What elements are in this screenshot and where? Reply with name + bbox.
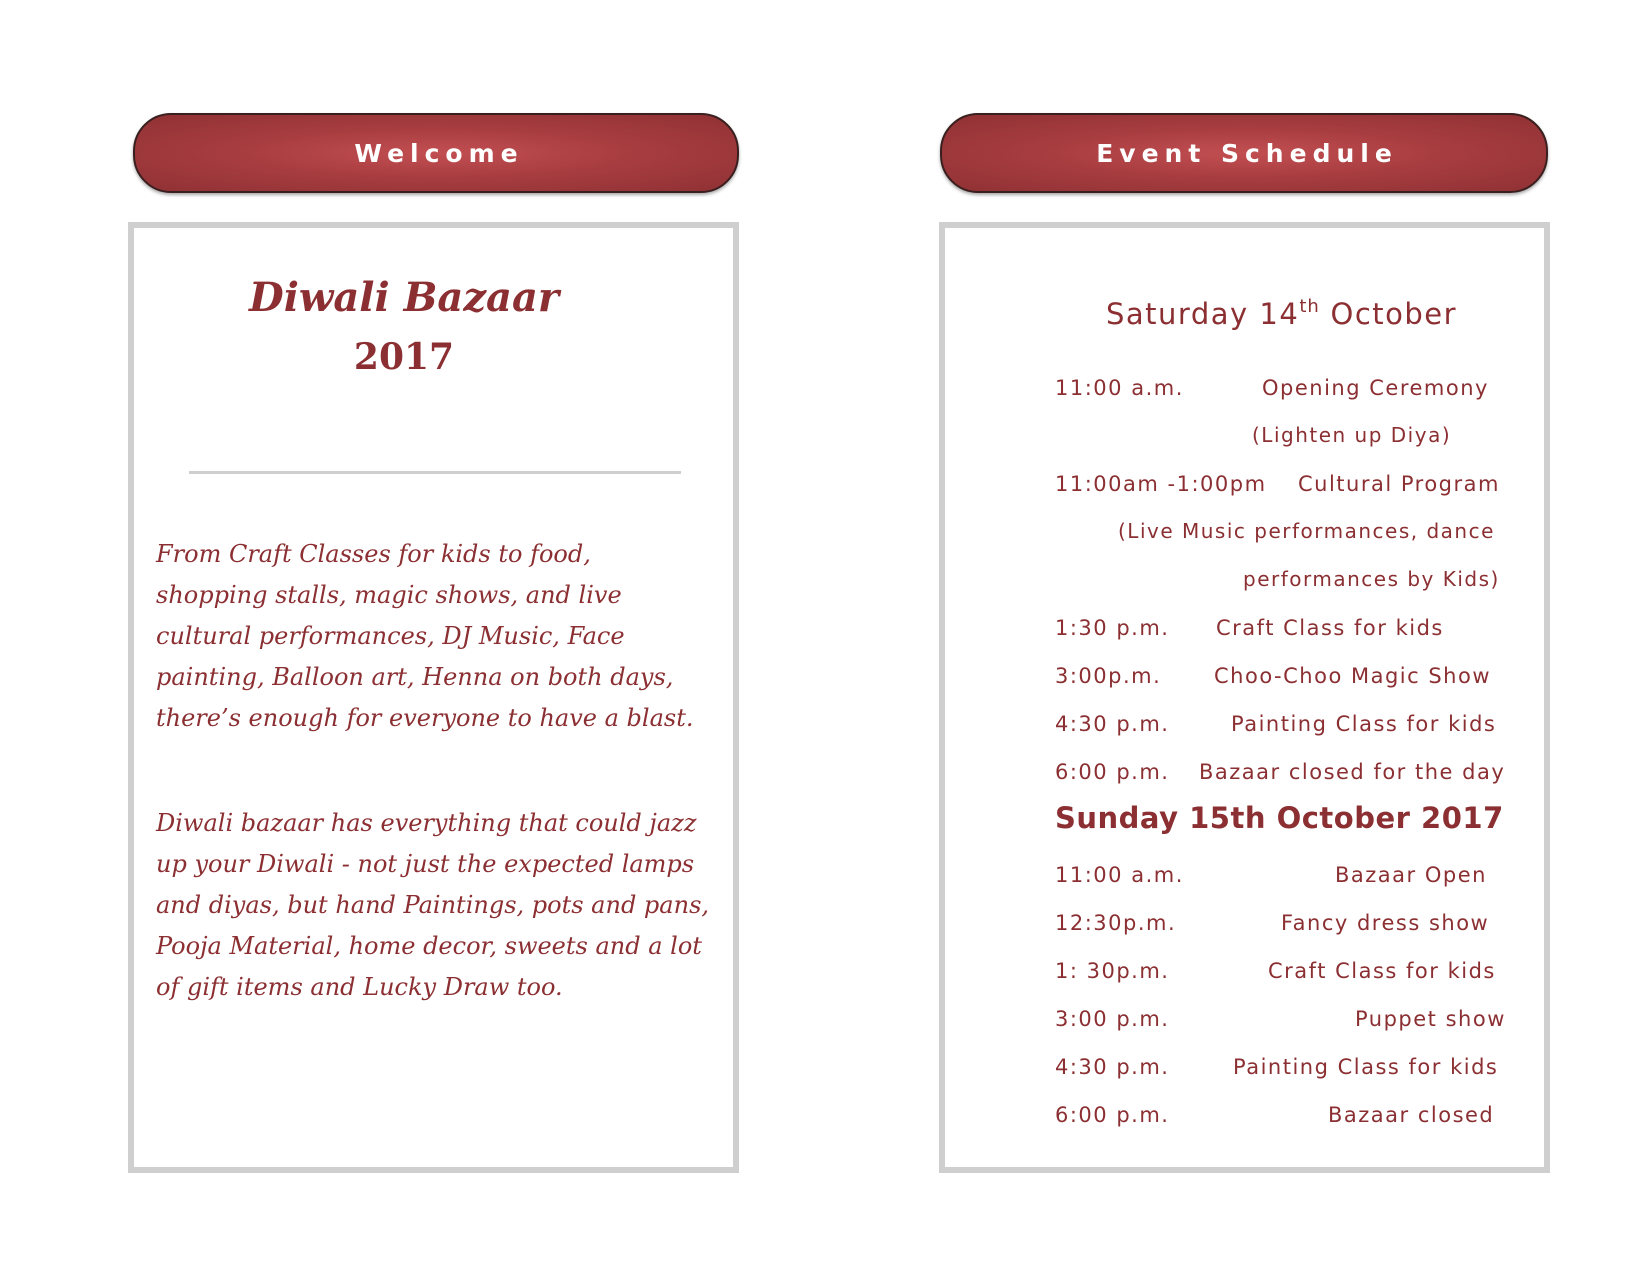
divider [189,471,681,474]
saturday-heading: Saturday 14th October [1106,296,1458,331]
schedule-event: Puppet show [1355,1007,1506,1031]
schedule-time: 12:30p.m. [1055,911,1177,935]
schedule-note: (Lighten up Diya) [1252,423,1452,447]
bazaar-year: 2017 [353,336,455,378]
schedule-event: Fancy dress show [1281,911,1490,935]
welcome-header [133,113,739,193]
schedule-time: 1: 30p.m. [1055,959,1170,983]
schedule-event: Bazaar closed [1328,1103,1495,1127]
schedule-panel [939,222,1550,1173]
schedule-event: Craft Class for kids [1268,959,1496,983]
schedule-time: 11:00 a.m. [1055,863,1184,887]
schedule-event: Cultural Program [1298,472,1500,496]
schedule-time: 11:00 a.m. [1055,376,1184,400]
schedule-time: 1:30 p.m. [1055,616,1170,640]
welcome-header-label: Welcome [354,138,524,168]
schedule-time: 3:00 p.m. [1055,1007,1170,1031]
schedule-time: 4:30 p.m. [1055,712,1170,736]
schedule-event: Choo-Choo Magic Show [1214,664,1492,688]
schedule-note: performances by Kids) [1243,567,1500,591]
schedule-header [940,113,1548,193]
offerings-paragraph: Diwali bazaar has everything that could jazz up your Diwali - not just the expected lamps and diyas, but hand Paintings, pots and pans, Pooja Material, home decor, sweets and a lot of gift items and Lucky Draw too. [156,809,710,1001]
schedule-note: (Live Music performances, dance [1118,519,1495,543]
welcome-panel [128,222,739,1173]
schedule-header-label: Event Schedule [1096,138,1398,168]
schedule-event: Painting Class for kids [1233,1055,1499,1079]
intro-paragraph: From Craft Classes for kids to food, shopping stalls, magic shows, and live cultural performances, DJ Music, Face painting, Balloon art, Henna on both days, there’s enough for everyone to have a blast. [156,540,694,732]
schedule-event: Craft Class for kids [1216,616,1444,640]
schedule-event: Opening Ceremony [1262,376,1489,400]
schedule-time: 6:00 p.m. [1055,1103,1170,1127]
schedule-time: 11:00am -1:00pm [1055,472,1267,496]
schedule-event: Bazaar Open [1335,863,1487,887]
sunday-heading: Sunday 15th October 2017 [1055,801,1504,835]
bazaar-title: Diwali Bazaar [249,274,559,321]
schedule-event: Painting Class for kids [1231,712,1497,736]
schedule-time: 4:30 p.m. [1055,1055,1170,1079]
schedule-time: 3:00p.m. [1055,664,1162,688]
schedule-event: Bazaar closed for the day [1199,760,1506,784]
schedule-time: 6:00 p.m. [1055,760,1170,784]
